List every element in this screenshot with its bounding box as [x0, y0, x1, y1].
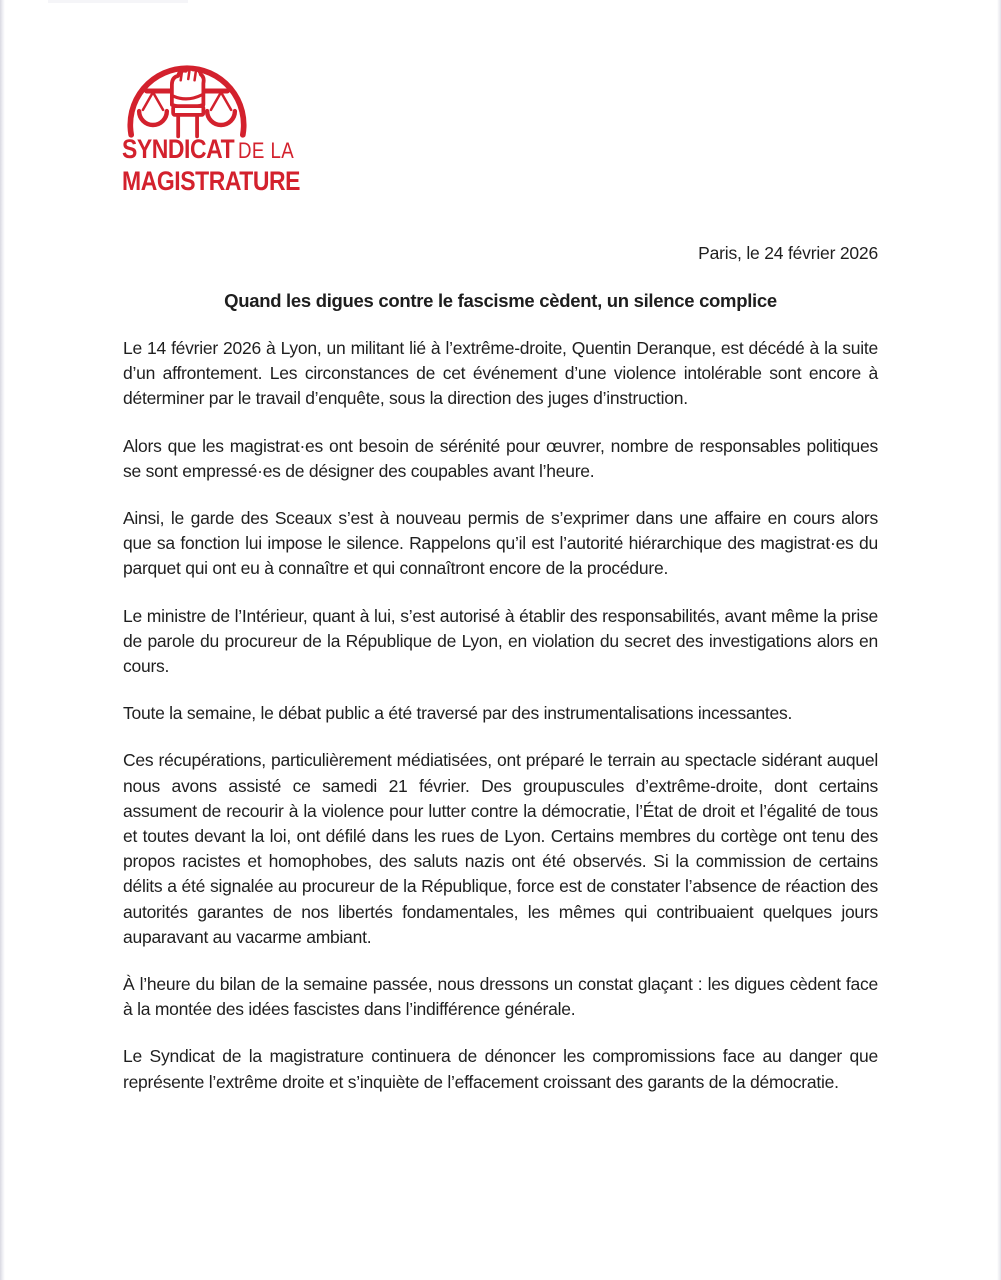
org-name-line1	[122, 136, 300, 167]
paragraph: Le ministre de l’Intérieur, quant à lui, s’est autorisé à établir des responsabilités, avant même la prise de parole du procureur de la République de Lyon, en violation du secret des investigations alors en cours.	[123, 605, 878, 677]
dateline: Paris, le 24 février 2026	[698, 243, 878, 263]
page-left-edge	[0, 0, 5, 1280]
org-wordmark	[122, 136, 300, 194]
paragraph: Ainsi, le garde des Sceaux s’est à nouveau permis de s’exprimer dans une affaire en cours alors que sa fonction lui impose le silence. Rappelons qu’il est l’autorité hiérarchique des magistrat·es du parquet qui ont eu à connaître et qui connaîtront encore de la procédure.	[123, 508, 878, 579]
paragraph: À l’heure du bilan de la semaine passée, nous dressons un constat glaçant : les digues cèdent face à la montée des idées fascistes dans l’indifférence générale.	[123, 974, 878, 1020]
page-right-edge	[997, 0, 1001, 1280]
document-title: Quand les digues contre le fascisme cèdent, un silence complice	[224, 290, 777, 311]
paragraph: Le 14 février 2026 à Lyon, un militant lié à l’extrême-droite, Quentin Deranque, est décédé à la suite d’un affrontement. Les circonstances de cet événement d’une violence intolérable sont encore à déterminer par le travail d’enquête, sous la direction des juges d’instruction.	[123, 338, 878, 409]
paragraph: Toute la semaine, le débat public a été traversé par des instrumentalisations incessantes.	[123, 703, 793, 724]
paragraph: Le Syndicat de la magistrature continuera de dénoncer les compromissions face au danger que représente l’extrême droite et s’inquiète de l’effacement croissant des garants de la démocratie.	[123, 1046, 878, 1092]
paragraph: Ces récupérations, particulièrement médiatisées, ont préparé le terrain au spectacle sidérant auquel nous avons assisté ce samedi 21 février. Des groupuscules d’extrême-droite, dont certains assument de recourir à la violence pour lutter contre la démocratie, l’État de droit et l’égalité de tous et toutes devant la loi, ont défilé dans les rues de Lyon. Certains membres du cortège ont tenu des propos racistes et homophobes, des saluts nazis ont été observés. Si la commission de certains délits a été signalée au procureur de la République, force est de constater l’absence de réaction des autorités garantes de nos libertés fondamentales, les mêmes qui contribuaient quelques jours auparavant au vacarme ambiant.	[123, 750, 878, 947]
letter-body	[123, 336, 878, 1117]
org-name-syndicat: SYNDICAT	[122, 134, 235, 164]
org-logo	[122, 60, 422, 200]
org-name-magistrature: MAGISTRATURE	[122, 166, 301, 196]
paragraph: Alors que les magistrat·es ont besoin de sérénité pour œuvrer, nombre de responsables politiques se sont empressé·es de désigner des coupables avant l’heure.	[123, 435, 878, 481]
org-name-de-la: DE LA	[237, 138, 295, 163]
page-top-edge	[48, 0, 188, 3]
